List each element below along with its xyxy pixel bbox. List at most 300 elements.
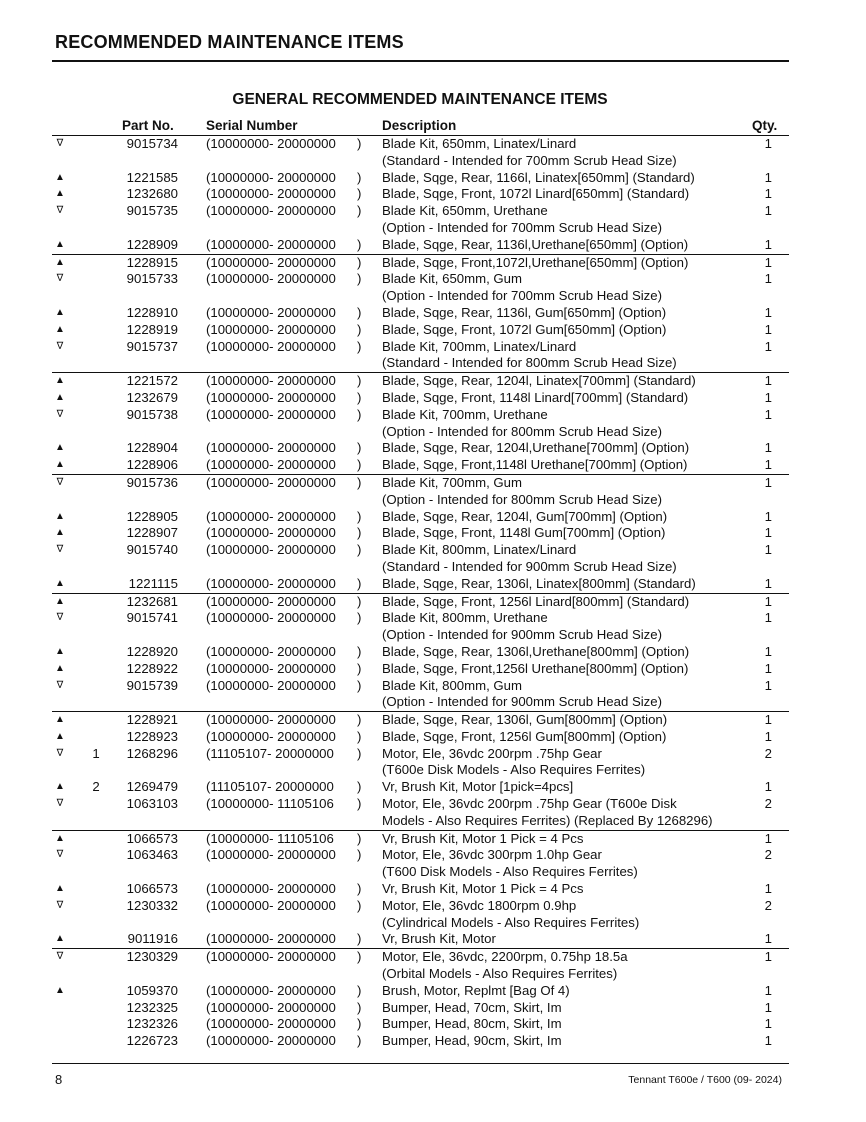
table-row: [52, 1016, 789, 1033]
description-line: Blade, Sqge, Front, 1072l Gum[650mm] (Option): [382, 321, 667, 337]
serial-number: (10000000- 20000000: [206, 847, 336, 863]
part-number: 9011916: [127, 931, 178, 947]
quantity: 1: [764, 779, 772, 795]
table-row: [52, 237, 789, 254]
serial-number: (10000000- 20000000: [206, 881, 336, 897]
table-header: [52, 118, 789, 135]
description: [382, 186, 689, 203]
serial-close-paren: ): [357, 610, 362, 626]
title-rule: [52, 60, 789, 62]
description: [382, 1000, 562, 1017]
solid-triangle-icon: ▲: [55, 188, 65, 200]
open-triangle-icon: ∇: [56, 544, 64, 556]
serial-close-paren: ): [357, 186, 362, 202]
table-row: [52, 746, 789, 780]
part-number: 9015736: [126, 474, 178, 490]
quantity: 1: [764, 440, 772, 456]
table-row: [52, 593, 789, 611]
description-line: Blade Kit, 650mm, Gum: [382, 271, 522, 287]
description: [382, 339, 677, 373]
serial-number: (10000000- 20000000: [206, 931, 336, 947]
column-header-description: Description: [382, 118, 457, 133]
serial-number: (10000000- 20000000: [206, 897, 336, 913]
quantity: 1: [764, 254, 772, 270]
part-number: 1228915: [126, 254, 178, 270]
serial-number: (10000000- 20000000: [206, 643, 336, 659]
description-line: (Standard - Intended for 700mm Scrub Head Size): [382, 152, 677, 168]
description-line: Models - Also Requires Ferrites) (Replaced By 1268296): [382, 812, 713, 828]
serial-number: (10000000- 11105106: [206, 796, 334, 812]
serial-number: (10000000- 20000000: [206, 236, 336, 252]
description-line: Blade Kit, 800mm, Linatex/Linard: [382, 542, 577, 558]
description: [382, 644, 689, 661]
serial-number: (10000000- 20000000: [206, 203, 336, 219]
open-triangle-icon: ∇: [56, 679, 64, 691]
quantity: 1: [764, 304, 772, 320]
description-line: Vr, Brush Kit, Motor: [382, 931, 496, 947]
description-line: Bumper, Head, 70cm, Skirt, Im: [382, 999, 562, 1015]
table-row: [52, 525, 789, 542]
description: [382, 847, 638, 881]
quantity: 1: [764, 169, 772, 185]
description-line: Blade, Sqge, Rear, 1306l,Urethane[800mm] (Option): [382, 643, 690, 659]
description-line: (Option - Intended for 700mm Scrub Head Size): [382, 288, 663, 304]
description: [382, 136, 677, 170]
table-row: [52, 254, 789, 272]
description-line: Blade, Sqge, Rear, 1306l, Linatex[800mm] (Standard): [382, 575, 696, 591]
table-row: [52, 847, 789, 881]
serial-number: (10000000- 20000000: [206, 474, 336, 490]
table-row: [52, 474, 789, 509]
table-row: [52, 1033, 789, 1050]
description: [382, 678, 662, 712]
quantity: 1: [764, 1033, 772, 1049]
serial-close-paren: ): [357, 712, 362, 728]
description-line: Blade, Sqge, Rear, 1166l, Linatex[650mm] (Standard): [382, 169, 695, 185]
description-line: (Option - Intended for 900mm Scrub Head Size): [382, 627, 663, 643]
solid-triangle-icon: ▲: [55, 595, 65, 607]
part-number: 9015741: [126, 610, 178, 626]
description-line: (Option - Intended for 800mm Scrub Head Size): [382, 423, 663, 439]
serial-close-paren: ): [357, 373, 362, 389]
table-row: [52, 881, 789, 898]
quantity: 1: [764, 610, 772, 626]
quantity: 1: [764, 830, 772, 846]
quantity: 1: [764, 406, 772, 422]
part-number: 1063103: [126, 796, 178, 812]
part-number: 1228906: [126, 457, 178, 473]
description-line: (Option - Intended for 700mm Scrub Head Size): [382, 219, 663, 235]
serial-close-paren: ): [357, 525, 362, 541]
description-line: Blade Kit, 800mm, Gum: [382, 677, 522, 693]
quantity: 1: [764, 931, 772, 947]
description: [382, 390, 688, 407]
solid-triangle-icon: ▲: [55, 527, 65, 539]
description: [382, 237, 688, 254]
serial-close-paren: ): [357, 728, 362, 744]
quantity: 1: [764, 593, 772, 609]
solid-triangle-icon: ▲: [55, 832, 65, 844]
solid-triangle-icon: ▲: [55, 662, 65, 674]
part-number: 1066573: [126, 881, 178, 897]
page-title: RECOMMENDED MAINTENANCE ITEMS: [55, 32, 404, 52]
description: [382, 305, 666, 322]
serial-number: (10000000- 20000000: [206, 508, 336, 524]
serial-number: (10000000- 20000000: [206, 271, 336, 287]
solid-triangle-icon: ▲: [55, 984, 65, 996]
table-row: [52, 440, 789, 457]
serial-close-paren: ): [357, 660, 362, 676]
part-number: 1228920: [126, 643, 178, 659]
description: [382, 475, 662, 509]
table-row: [52, 983, 789, 1000]
part-number: 1232679: [126, 389, 178, 405]
description: [382, 203, 662, 237]
description-line: Blade, Sqge, Front, 1072l Linard[650mm] (Standard): [382, 186, 690, 202]
column-header-part-no: Part No.: [122, 118, 174, 133]
description: [382, 983, 570, 1000]
serial-close-paren: ): [357, 542, 362, 558]
open-triangle-icon: ∇: [56, 408, 64, 420]
solid-triangle-icon: ▲: [55, 933, 65, 945]
solid-triangle-icon: ▲: [55, 306, 65, 318]
part-number: 1063463: [126, 847, 178, 863]
ref-number: 1: [92, 745, 100, 761]
table-row: [52, 830, 789, 848]
part-number: 1232326: [126, 1016, 178, 1032]
serial-number: (10000000- 20000000: [206, 610, 336, 626]
table-body: [52, 135, 789, 1050]
solid-triangle-icon: ▲: [55, 645, 65, 657]
quantity: 1: [764, 999, 772, 1015]
description-line: Blade, Sqge, Rear, 1204l,Urethane[700mm] (Option): [382, 440, 690, 456]
part-number: 9015734: [126, 136, 178, 151]
serial-number: (10000000- 20000000: [206, 1033, 336, 1049]
serial-close-paren: ): [357, 474, 362, 490]
serial-close-paren: ): [357, 897, 362, 913]
serial-number: (10000000- 20000000: [206, 373, 336, 389]
quantity: 1: [764, 136, 772, 151]
part-number: 1228907: [126, 525, 178, 541]
part-number: 9015738: [126, 406, 178, 422]
serial-number: (10000000- 20000000: [206, 321, 336, 337]
serial-number: (10000000- 20000000: [206, 712, 336, 728]
description-line: Blade, Sqge, Front, 1256l Gum[800mm] (Option): [382, 728, 667, 744]
table-row: [52, 729, 789, 746]
solid-triangle-icon: ▲: [55, 171, 65, 183]
table-row: [52, 779, 789, 796]
description-line: Blade, Sqge, Front,1256l Urethane[800mm] (Option): [382, 660, 689, 676]
description-line: (Orbital Models - Also Requires Ferrites): [382, 966, 618, 982]
description-line: Blade, Sqge, Front, 1148l Linard[700mm] (Standard): [382, 389, 689, 405]
table-row: [52, 170, 789, 187]
quantity: 1: [764, 542, 772, 558]
open-triangle-icon: ∇: [56, 205, 64, 217]
ref-number: 2: [92, 779, 100, 795]
table-row: [52, 711, 789, 729]
quantity: 1: [764, 474, 772, 490]
serial-number: (10000000- 20000000: [206, 575, 336, 591]
part-number: 1228923: [126, 728, 178, 744]
section-title: GENERAL RECOMMENDED MAINTENANCE ITEMS: [232, 91, 608, 108]
serial-number: (11105107- 20000000: [206, 779, 334, 795]
part-number: 1228921: [126, 712, 178, 728]
serial-number: (10000000- 20000000: [206, 457, 336, 473]
table-row: [52, 661, 789, 678]
bottom-rule: [52, 1063, 789, 1064]
serial-close-paren: ): [357, 575, 362, 591]
part-number: 1228904: [126, 440, 178, 456]
serial-close-paren: ): [357, 406, 362, 422]
solid-triangle-icon: ▲: [55, 883, 65, 895]
serial-number: (11105107- 20000000: [206, 745, 334, 761]
serial-number: (10000000- 20000000: [206, 136, 336, 151]
parts-table: [52, 118, 789, 1050]
serial-close-paren: ): [357, 796, 362, 812]
quantity: 1: [764, 525, 772, 541]
serial-close-paren: ): [357, 169, 362, 185]
quantity: 1: [764, 728, 772, 744]
description: [382, 746, 645, 780]
solid-triangle-icon: ▲: [55, 714, 65, 726]
quantity: 1: [764, 660, 772, 676]
description: [382, 322, 666, 339]
part-number: 1221585: [126, 169, 178, 185]
quantity: 1: [764, 508, 772, 524]
serial-close-paren: ): [357, 136, 362, 151]
part-number: 1268296: [126, 745, 178, 761]
page-number: 8: [55, 1072, 63, 1087]
serial-number: (10000000- 20000000: [206, 999, 336, 1015]
serial-close-paren: ): [357, 389, 362, 405]
description: [382, 712, 667, 729]
serial-close-paren: ): [357, 271, 362, 287]
description: [382, 1016, 562, 1033]
quantity: 1: [764, 949, 772, 965]
part-number: 1228909: [126, 236, 178, 252]
description: [382, 271, 662, 305]
description: [382, 440, 689, 457]
part-number: 1232325: [126, 999, 178, 1015]
quantity: 1: [764, 982, 772, 998]
quantity: 1: [764, 643, 772, 659]
column-header-qty: Qty.: [752, 118, 778, 133]
table-row: [52, 322, 789, 339]
table-row: [52, 1000, 789, 1017]
table-row: [52, 898, 789, 932]
part-number: 9015735: [126, 203, 178, 219]
description-line: (T600e Disk Models - Also Requires Ferrites): [382, 762, 646, 778]
footer-text: Tennant T600e / T600 (09- 2024): [628, 1074, 782, 1086]
serial-close-paren: ): [357, 982, 362, 998]
description-line: Blade, Sqge, Front,1148l Urethane[700mm] (Option): [382, 457, 688, 473]
description-line: Blade Kit, 650mm, Urethane: [382, 203, 548, 219]
description-line: Blade, Sqge, Rear, 1204l, Linatex[700mm] (Standard): [382, 373, 696, 389]
table-row: [52, 305, 789, 322]
part-number: 1228919: [126, 321, 178, 337]
serial-close-paren: ): [357, 949, 362, 965]
table-row: [52, 186, 789, 203]
solid-triangle-icon: ▲: [55, 391, 65, 403]
part-number: 9015737: [126, 338, 178, 354]
description-line: Blade, Sqge, Rear, 1204l, Gum[700mm] (Option): [382, 508, 668, 524]
serial-number: (10000000- 20000000: [206, 304, 336, 320]
open-triangle-icon: ∇: [56, 798, 64, 810]
quantity: 1: [764, 271, 772, 287]
part-number: 1228905: [126, 508, 178, 524]
description: [382, 610, 662, 644]
solid-triangle-icon: ▲: [55, 442, 65, 454]
solid-triangle-icon: ▲: [55, 323, 65, 335]
quantity: 1: [764, 575, 772, 591]
serial-number: (10000000- 20000000: [206, 169, 336, 185]
description-line: Blade Kit, 700mm, Linatex/Linard: [382, 338, 577, 354]
description-line: Vr, Brush Kit, Motor 1 Pick = 4 Pcs: [382, 881, 584, 897]
description-line: Vr, Brush Kit, Motor 1 Pick = 4 Pcs: [382, 830, 584, 846]
serial-close-paren: ): [357, 643, 362, 659]
description: [382, 525, 665, 542]
table-row: [52, 135, 789, 170]
serial-number: (10000000- 20000000: [206, 982, 336, 998]
solid-triangle-icon: ▲: [55, 256, 65, 268]
part-number: 1230329: [126, 949, 178, 965]
quantity: 1: [764, 186, 772, 202]
serial-number: (10000000- 20000000: [206, 186, 336, 202]
part-number: 1221572: [126, 373, 178, 389]
serial-close-paren: ): [357, 338, 362, 354]
serial-close-paren: ): [357, 779, 362, 795]
description: [382, 542, 677, 576]
part-number: 9015733: [126, 271, 178, 287]
serial-close-paren: ): [357, 745, 362, 761]
quantity: 1: [764, 389, 772, 405]
table-row: [52, 576, 789, 593]
open-triangle-icon: ∇: [56, 612, 64, 624]
serial-number: (10000000- 20000000: [206, 254, 336, 270]
serial-close-paren: ): [357, 254, 362, 270]
open-triangle-icon: ∇: [56, 849, 64, 861]
description-line: Vr, Brush Kit, Motor [1pick=4pcs]: [382, 779, 574, 795]
description: [382, 881, 583, 898]
table-row: [52, 203, 789, 237]
description-line: (Option - Intended for 900mm Scrub Head Size): [382, 694, 663, 710]
description-line: Motor, Ele, 36vdc, 2200rpm, 0.75hp 18.5a: [382, 949, 628, 965]
part-number: 1059370: [126, 982, 178, 998]
table-row: [52, 644, 789, 661]
table-row: [52, 339, 789, 373]
description-line: Blade, Sqge, Rear, 1136l,Urethane[650mm] (Option): [382, 236, 689, 252]
solid-triangle-icon: ▲: [55, 510, 65, 522]
description-line: Blade, Sqge, Front,1072l,Urethane[650mm] (Option): [382, 254, 689, 270]
part-number: 1066573: [126, 830, 178, 846]
serial-number: (10000000- 20000000: [206, 660, 336, 676]
description: [382, 796, 713, 830]
solid-triangle-icon: ▲: [55, 577, 65, 589]
quantity: 1: [764, 338, 772, 354]
quantity: 1: [764, 677, 772, 693]
description: [382, 729, 666, 746]
quantity: 2: [764, 847, 772, 863]
description: [382, 949, 628, 983]
part-number: 1228922: [126, 660, 178, 676]
quantity: 1: [764, 236, 772, 252]
description-line: Motor, Ele, 36vdc 200rpm .75hp Gear: [382, 745, 602, 761]
serial-number: (10000000- 20000000: [206, 728, 336, 744]
serial-close-paren: ): [357, 830, 362, 846]
description-line: (Cylindrical Models - Also Requires Ferrites): [382, 914, 640, 930]
quantity: 1: [764, 881, 772, 897]
quantity: 1: [764, 321, 772, 337]
serial-number: (10000000- 20000000: [206, 677, 336, 693]
open-triangle-icon: ∇: [56, 951, 64, 963]
description-line: Blade, Sqge, Front, 1256l Linard[800mm] (Standard): [382, 593, 690, 609]
description-line: Blade Kit, 800mm, Urethane: [382, 610, 548, 626]
serial-close-paren: ): [357, 457, 362, 473]
description-line: (Standard - Intended for 800mm Scrub Head Size): [382, 355, 677, 371]
description: [382, 931, 496, 948]
serial-close-paren: ): [357, 677, 362, 693]
quantity: 1: [764, 203, 772, 219]
description: [382, 509, 667, 526]
quantity: 2: [764, 897, 772, 913]
description: [382, 170, 695, 187]
table-row: [52, 610, 789, 644]
quantity: 1: [764, 457, 772, 473]
part-number: 9015739: [126, 677, 178, 693]
solid-triangle-icon: ▲: [55, 459, 65, 471]
serial-number: (10000000- 20000000: [206, 440, 336, 456]
table-row: [52, 457, 789, 474]
serial-number: (10000000- 20000000: [206, 542, 336, 558]
description-line: Motor, Ele, 36vdc 1800rpm 0.9hp: [382, 897, 577, 913]
table-row: [52, 509, 789, 526]
open-triangle-icon: ∇: [56, 476, 64, 488]
quantity: 1: [764, 1016, 772, 1032]
description: [382, 407, 662, 441]
serial-number: (10000000- 20000000: [206, 406, 336, 422]
serial-close-paren: ): [357, 1016, 362, 1032]
serial-number: (10000000- 20000000: [206, 389, 336, 405]
table-row: [52, 796, 789, 830]
description: [382, 1033, 562, 1050]
table-row: [52, 948, 789, 983]
part-number: 1228910: [126, 304, 178, 320]
table-row: [52, 271, 789, 305]
serial-number: (10000000- 11105106: [206, 830, 334, 846]
serial-close-paren: ): [357, 881, 362, 897]
table-row: [52, 542, 789, 576]
description: [382, 898, 639, 932]
serial-close-paren: ): [357, 847, 362, 863]
description: [382, 779, 573, 796]
part-number: 9015740: [126, 542, 178, 558]
description-line: Motor, Ele, 36vdc 200rpm .75hp Gear (T600e Disk: [382, 796, 677, 812]
serial-close-paren: ): [357, 508, 362, 524]
open-triangle-icon: ∇: [56, 273, 64, 285]
description-line: Brush, Motor, Replmt [Bag Of 4): [382, 982, 570, 998]
description: [382, 255, 688, 272]
part-number: 1230332: [126, 897, 178, 913]
solid-triangle-icon: ▲: [55, 238, 65, 250]
description: [382, 576, 696, 593]
open-triangle-icon: ∇: [56, 899, 64, 911]
table-row: [52, 390, 789, 407]
column-header-serial-number: Serial Number: [206, 118, 298, 133]
description-line: Blade, Sqge, Front, 1148l Gum[700mm] (Option): [382, 525, 666, 541]
description-line: (T600 Disk Models - Also Requires Ferrites): [382, 864, 638, 880]
description-line: Motor, Ele, 36vdc 300rpm 1.0hp Gear: [382, 847, 602, 863]
serial-close-paren: ): [357, 304, 362, 320]
